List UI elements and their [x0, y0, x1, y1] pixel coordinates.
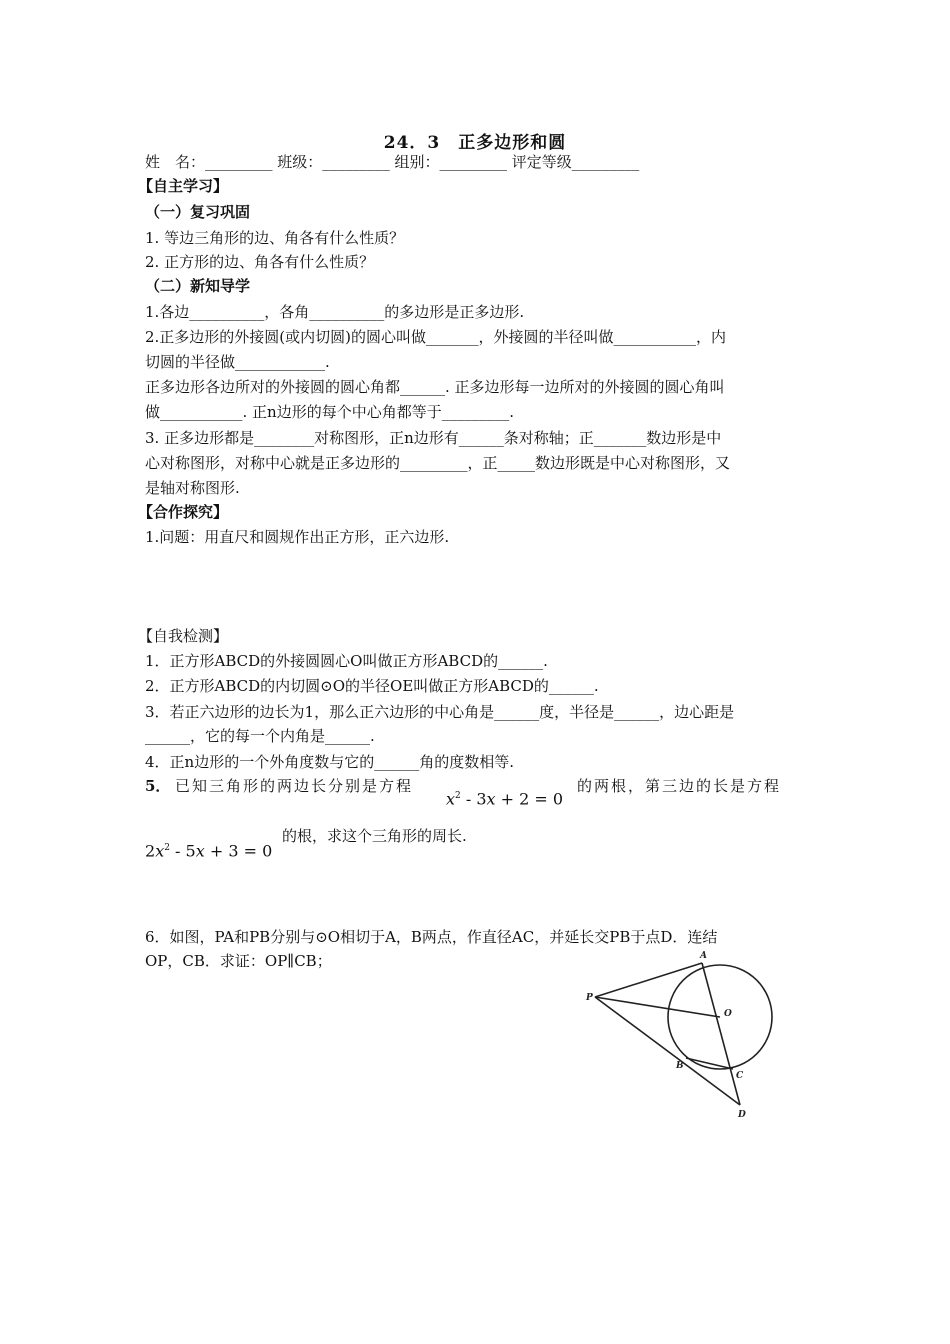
cooperation-question: 1.问题：用直尺和圆规作出正方形，正六边形.: [145, 528, 450, 546]
new-knowledge-line: 2.正多边形的外接圆(或内切圆)的圆心叫做_______，外接圆的半径叫做___________，内: [145, 328, 727, 346]
diameter-acd: [702, 963, 740, 1105]
sub-review: （一）复习巩固: [145, 203, 251, 221]
new-knowledge-line: 做___________. 正n边形的每个中心角都等于_________.: [145, 403, 514, 421]
sub-new-knowledge: （二）新知导学: [145, 277, 251, 295]
label-p: P: [586, 993, 593, 1003]
q5-number: 5．: [145, 777, 171, 795]
self-check-line: 4．正n边形的一个外角度数与它的______角的度数相等.: [145, 753, 514, 771]
info-line: 姓 名：_________ 班级：_________ 组别：_________ 评定等级_________: [145, 153, 640, 171]
section-self-study: 【自主学习】: [138, 177, 229, 195]
self-check-line: 1．正方形ABCD的外接圆圆心O叫做正方形ABCD的______.: [145, 652, 548, 670]
title-text: 正多边形和圆: [458, 133, 567, 153]
geometry-figure: [580, 945, 800, 1125]
label-c: C: [736, 1071, 744, 1081]
new-knowledge-line: 正多边形各边所对的外接圆的圆心角都______. 正多边形每一边所对的外接圆的圆心角叫: [145, 378, 725, 396]
review-item-1: 1. 等边三角形的边、角各有什么性质？: [145, 229, 405, 247]
new-knowledge-line: 心对称图形，对称中心就是正多边形的_________，正_____数边形既是中心对称图形，又: [145, 454, 731, 472]
label-b: B: [676, 1061, 684, 1071]
q5-text-part1: 已知三角形的两边长分别是方程: [175, 777, 414, 795]
new-knowledge-line: 是轴对称图形.: [145, 479, 240, 497]
q5-text-part2: 的两根，第三边的长是方程: [577, 777, 782, 795]
new-knowledge-line: 3. 正多边形都是________对称图形，正n边形有______条对称轴；正_______数边形是中: [145, 429, 722, 447]
tangent-pa: [595, 963, 702, 997]
equation-1: $x^2 - 3x + 2 = 0$: [446, 789, 564, 809]
q6-line-2: OP，CB．求证：OP∥CB；: [145, 952, 332, 970]
segment-op: [595, 997, 720, 1017]
label-a: A: [700, 951, 707, 961]
new-knowledge-line: 切圆的半径做____________.: [145, 353, 330, 371]
self-check-line: 3．若正六边形的边长为1，那么正六边形的中心角是______度，半径是______，边心距是: [145, 703, 735, 721]
self-check-line: ______，它的每一个内角是______.: [145, 727, 375, 745]
title-number: 24．3: [383, 133, 441, 153]
self-check-line: 2．正方形ABCD的内切圆⊙O的半径OE叫做正方形ABCD的______.: [145, 677, 599, 695]
label-o: O: [724, 1009, 732, 1019]
q6-line-1: 6．如图，PA和PB分别与⊙O相切于A，B两点，作直径AC，并延长交PB于点D．连结: [145, 928, 718, 946]
section-cooperation: 【合作探究】: [138, 503, 229, 521]
new-knowledge-line: 1.各边__________，各角__________的多边形是正多边形.: [145, 303, 525, 321]
section-self-check: 【自我检测】: [138, 627, 229, 645]
equation-2: $2x^2 - 5x + 3 = 0$: [145, 841, 273, 861]
review-item-2: 2. 正方形的边、角各有什么性质？: [145, 253, 375, 271]
page-title: [0, 128, 950, 153]
q5-text-part3: 的根，求这个三角形的周长.: [282, 827, 467, 845]
label-d: D: [738, 1110, 746, 1120]
